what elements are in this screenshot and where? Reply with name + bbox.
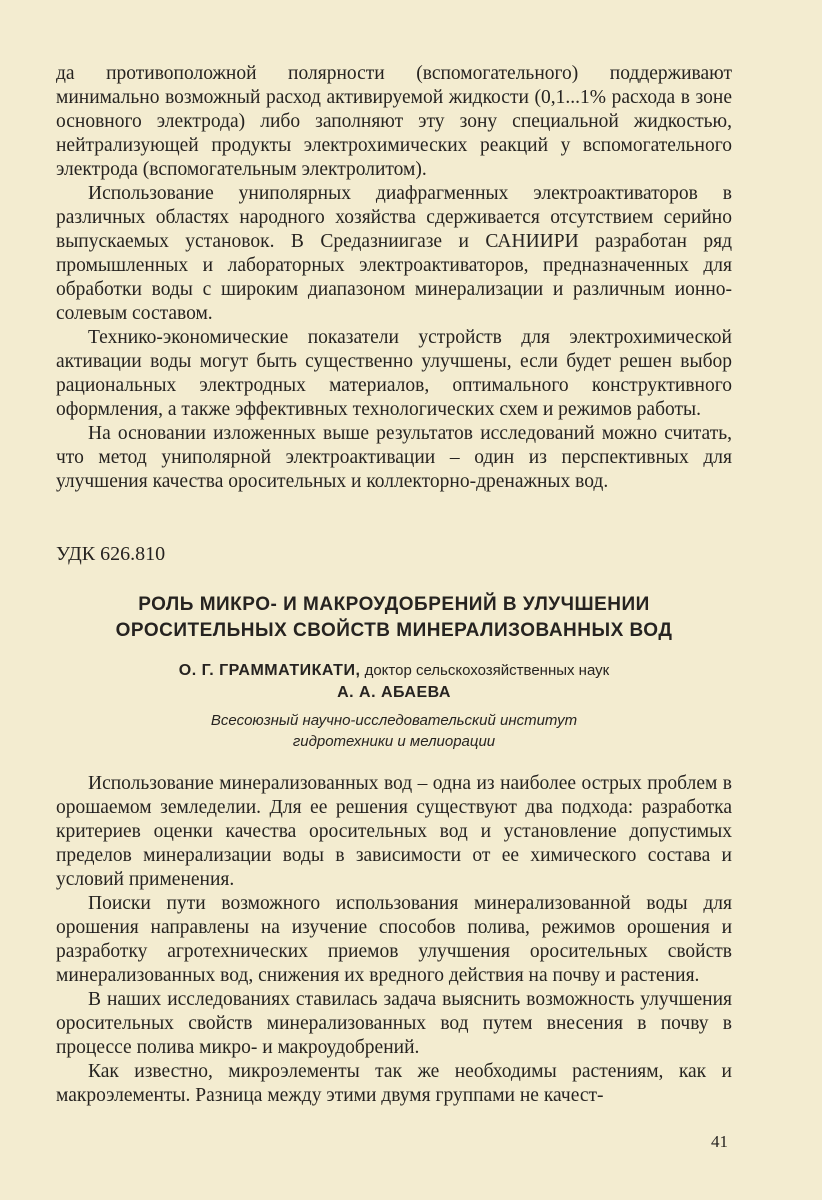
udk-code: УДК 626.810 <box>56 543 166 565</box>
paragraph: В наших исследованиях ставилась задача выяснить возможность улучшения оросительных свойств минерализованных вод путем внесения в почву в процессе полива микро- и макроудобрений. <box>56 989 732 1058</box>
author-line <box>56 660 732 682</box>
paragraph: Поиски пути возможного использования минерализованной воды для орошения направлены на изучение способов полива, режимов орошения и разработку агротехнических приемов улучшения оросительных свойств минерализованных вод, снижения их вредного действия на почву и растения. <box>56 893 732 986</box>
article-title <box>56 592 732 644</box>
previous-article-ending <box>56 62 732 494</box>
author-line <box>56 682 732 704</box>
paragraph: На основании изложенных выше результатов исследований можно считать, что метод униполярной электроактивации – один из перспективных для улучшения качества оросительных и коллекторно-дренажных вод. <box>56 423 732 492</box>
article-title-line: РОЛЬ МИКРО- И МАКРОУДОБРЕНИЙ В УЛУЧШЕНИИ <box>138 594 650 615</box>
article-title-line: ОРОСИТЕЛЬНЫХ СВОЙСТВ МИНЕРАЛИЗОВАННЫХ ВОД <box>115 620 673 641</box>
paragraph: Использование минерализованных вод – одна из наиболее острых проблем в орошаемом земледелии. Для ее решения существуют два подхода: разработка критериев оценки качества оросительных вод и установление допустимых пределов минерализации воды в зависимости от ее химического состава и условий применения. <box>56 773 732 890</box>
author-name: А. А. АБАЕВА <box>337 684 451 701</box>
page-number: 41 <box>711 1132 728 1151</box>
paragraph: Технико-экономические показатели устройств для электрохимической активации воды могут быть существенно улучшены, если будет решен выбор рациональных электродных материалов, оптимального конструктивного оформления, а также эффективных технологических схем и режимов работы. <box>56 327 732 420</box>
author-degree: доктор сельскохозяйственных наук <box>364 662 610 679</box>
affiliation <box>56 710 732 752</box>
authors <box>56 660 732 704</box>
paragraph: Как известно, микроэлементы так же необходимы растениям, как и макроэлементы. Разница между этими двумя группами не качест- <box>56 1061 732 1106</box>
affiliation-line: Всесоюзный научно-исследовательский институт <box>210 712 578 729</box>
article-body <box>56 772 732 1108</box>
author-name: О. Г. ГРАММАТИКАТИ, <box>178 662 361 679</box>
paragraph: Использование униполярных диафрагменных электроактиваторов в различных областях народного хозяйства сдерживается отсутствием серийно выпускаемых установок. В Средазниигазе и САНИИРИ разработан ряд промышленных и лабораторных электроактиваторов, предназначенных для обработки воды с широким диапазоном минерализации и различным ионно-солевым составом. <box>56 183 732 324</box>
paragraph: да противоположной полярности (вспомогательного) поддерживают минимально возможный расход активируемой жидкости (0,1...1% расхода в зоне основного электрода) либо заполняют эту зону специальной жидкостью, нейтрализующей продукты электрохимических реакций у вспомогательного электрода (вспомогательным электролитом). <box>56 63 732 180</box>
affiliation-line: гидротехники и мелиорации <box>292 733 496 750</box>
